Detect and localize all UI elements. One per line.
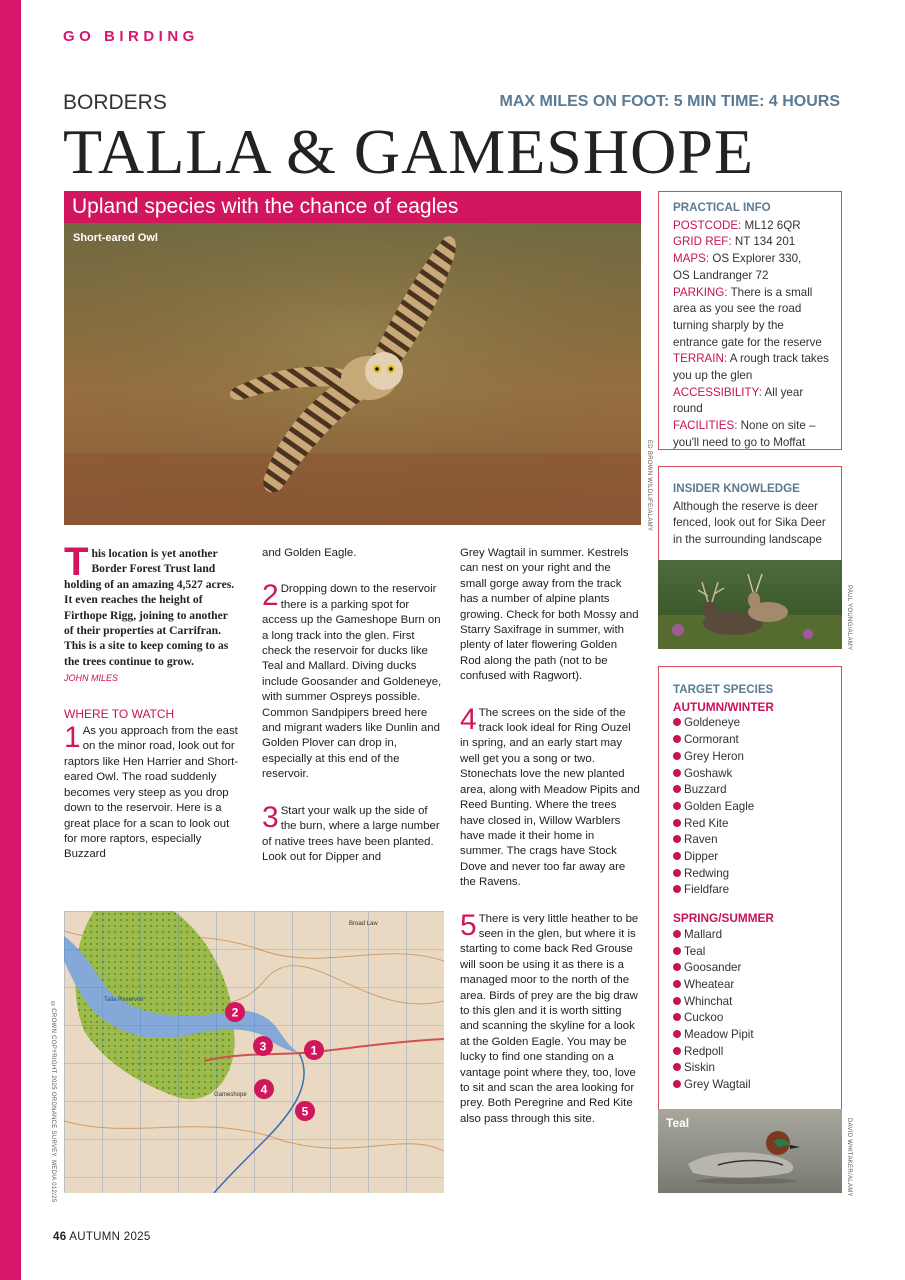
bullet-dot-icon bbox=[673, 1047, 681, 1055]
bullet-dot-icon bbox=[673, 819, 681, 827]
bullet-dot-icon bbox=[673, 1030, 681, 1038]
section-number: 4 bbox=[460, 702, 477, 736]
bullet-dot-icon bbox=[673, 930, 681, 938]
section-number: 2 bbox=[262, 579, 279, 613]
section-number: 1 bbox=[64, 721, 81, 755]
species-item: Siskin bbox=[673, 1060, 831, 1077]
species-item: Buzzard bbox=[673, 782, 831, 799]
bullet-dot-icon bbox=[673, 752, 681, 760]
page-title: TALLA & GAMESHOPE bbox=[63, 116, 754, 187]
spring-species-list bbox=[673, 927, 831, 1094]
map-label: Gameshope bbox=[214, 1092, 247, 1098]
os-map-graphic bbox=[64, 911, 444, 1193]
map-marker bbox=[254, 1079, 274, 1099]
bullet-dot-icon bbox=[673, 769, 681, 777]
region-label: BORDERS bbox=[63, 91, 167, 114]
bullet-dot-icon bbox=[673, 802, 681, 810]
practical-info-heading: PRACTICAL INFO bbox=[673, 201, 771, 214]
magenta-edge-bar bbox=[0, 0, 21, 1280]
map-label: Broad Law bbox=[349, 921, 378, 927]
bullet-dot-icon bbox=[673, 1013, 681, 1021]
autumn-species-list bbox=[673, 715, 831, 899]
bullet-dot-icon bbox=[673, 735, 681, 743]
sika-deer-photo bbox=[658, 560, 842, 649]
article-intro: This location is yet another Border Forest Trust land holding of an amazing 4,527 acres. It even reaches the height of Firthope Rigg, joining to another of their properties at Carrifran. This is a site to keep coming to as the trees continue to grow. bbox=[64, 540, 235, 668]
insider-knowledge-box bbox=[658, 466, 842, 561]
teal-photo-credit: DAVID WHITAKER/ALAMY bbox=[846, 1118, 852, 1197]
facilities-line: FACILITIES: None on site – you'll need to go to Moffat bbox=[673, 419, 816, 449]
species-item: Dipper bbox=[673, 849, 831, 866]
autumn-winter-heading: AUTUMN/WINTER bbox=[673, 699, 774, 714]
accessibility-line: ACCESSIBILITY: All year round bbox=[673, 385, 804, 416]
teal-caption: Teal bbox=[666, 1116, 690, 1130]
species-item: Meadow Pipit bbox=[673, 1027, 831, 1044]
teal-photo bbox=[658, 1109, 842, 1193]
section-kicker: GO BIRDING bbox=[63, 28, 199, 45]
species-item: Cuckoo bbox=[673, 1010, 831, 1027]
species-item: Grey Heron bbox=[673, 749, 831, 766]
species-item: Goshawk bbox=[673, 766, 831, 783]
maps-line: MAPS: OS Explorer 330, OS Landranger 72 bbox=[673, 252, 802, 282]
bullet-dot-icon bbox=[673, 852, 681, 860]
svg-text:1: 1 bbox=[310, 1043, 318, 1058]
species-item: Grey Wagtail bbox=[673, 1077, 831, 1094]
species-item: Red Kite bbox=[673, 816, 831, 833]
species-item: Raven bbox=[673, 832, 831, 849]
bullet-dot-icon bbox=[673, 869, 681, 877]
species-item: Whinchat bbox=[673, 994, 831, 1011]
species-item: Cormorant bbox=[673, 732, 831, 749]
map-marker bbox=[295, 1101, 315, 1121]
species-item: Mallard bbox=[673, 927, 831, 944]
intro-dropcap: T bbox=[64, 540, 89, 584]
page-folio: 46 AUTUMN 2025 bbox=[53, 1231, 151, 1243]
section-5: 5 There is very little heather to be seen in the glen, but where it is starting to come back Red Grouse will soon be using it as there is a managed moor to the north of the area. Birds of prey are the big draw to this glen and it is worth sitting and scanning the skyline for a look at the Golden Eagle. You may be lucky to find one standing on a vantage point where they, too, love to sit and scan the area looking for prey. Both Peregrine and Red Kite also pass through this site. bbox=[460, 908, 639, 1125]
site-map bbox=[64, 911, 444, 1193]
map-label: Talla Reservoir bbox=[104, 997, 144, 1003]
owl-illustration bbox=[64, 223, 641, 525]
subtitle-bar: Upland species with the chance of eagles bbox=[64, 191, 641, 223]
species-item: Redwing bbox=[673, 866, 831, 883]
bullet-dot-icon bbox=[673, 1063, 681, 1071]
parking-line: PARKING: There is a small area as you see the road turning sharply by the entrance gate for the reserve bbox=[673, 285, 822, 349]
deer-illustration bbox=[658, 560, 842, 649]
section-2: 2 Dropping down to the reservoir there is a parking spot for access up the Gameshope Burn on a long track into the glen. First check the reservoir for ducks like Teal and Mallard. Diving ducks include Goosander and Goldeneye, with summer Ospreys possible. Common Sandpipers breed here and migrant waders like Dunlin and Golden Plover can drop in, especially at this end of the reservoir. bbox=[262, 579, 442, 781]
where-to-watch-heading: WHERE TO WATCH bbox=[64, 706, 175, 721]
terrain-line: TERRAIN: A rough track takes you up the glen bbox=[673, 352, 829, 383]
map-marker bbox=[225, 1002, 245, 1022]
svg-text:3: 3 bbox=[259, 1039, 267, 1054]
article-column-1 bbox=[64, 540, 240, 863]
spring-summer-heading: SPRING/SUMMER bbox=[673, 911, 774, 926]
max-miles-info: MAX MILES ON FOOT: 5 MIN TIME: 4 HOURS bbox=[499, 93, 840, 110]
bullet-dot-icon bbox=[673, 835, 681, 843]
section-3: 3 Start your walk up the side of the burn, where a large number of native trees have been planted. Look out for Dipper and bbox=[262, 800, 440, 863]
insider-heading: INSIDER KNOWLEDGE bbox=[673, 482, 800, 495]
bullet-dot-icon bbox=[673, 1080, 681, 1088]
species-item: Fieldfare bbox=[673, 882, 831, 899]
target-species-box bbox=[658, 666, 842, 1109]
postcode-line: POSTCODE: ML12 6QR bbox=[673, 218, 801, 232]
bullet-dot-icon bbox=[673, 997, 681, 1005]
hero-photo-short-eared-owl bbox=[64, 223, 641, 525]
svg-text:2: 2 bbox=[231, 1005, 239, 1020]
bullet-dot-icon bbox=[673, 718, 681, 726]
practical-info-box bbox=[658, 191, 842, 450]
bullet-dot-icon bbox=[673, 963, 681, 971]
bullet-dot-icon bbox=[673, 785, 681, 793]
section-4: 4 The screes on the side of the track look ideal for Ring Ouzel in spring, and an early start may well get you a song or two. Stonechats love the new planted area, along with Meadow Pipits and Reed Bunting. Where the trees have closed in, Willow Warblers have made it their home in summer. The crags have Stock Dove and never too far away are the Ravens. bbox=[460, 702, 640, 889]
map-credit: ©CROWN COPYRIGHT 2025 ORDNANCE SURVEY. MEDIA 012/25 bbox=[50, 1002, 56, 1203]
hero-caption: Short-eared Owl bbox=[73, 232, 158, 244]
article-column-3 bbox=[460, 546, 640, 1127]
svg-text:5: 5 bbox=[301, 1104, 309, 1119]
map-marker bbox=[253, 1036, 273, 1056]
author-byline: JOHN MILES bbox=[64, 673, 119, 684]
section-number: 5 bbox=[460, 908, 477, 942]
section-number: 3 bbox=[262, 800, 279, 834]
section-1: 1 As you approach from the east on the minor road, look out for raptors like Hen Harrier and Short-eared Owl. The road suddenly becomes very steep as you drop down to the reservoir. Here is a great place for a scan to look out for more raptors, especially Buzzard bbox=[64, 721, 239, 861]
target-heading: TARGET SPECIES bbox=[673, 683, 774, 696]
species-item: Teal bbox=[673, 944, 831, 961]
hero-photo-credit: ED BROWN WILDLIFE/ALAMY bbox=[646, 440, 652, 532]
article-column-2 bbox=[262, 546, 442, 865]
bullet-dot-icon bbox=[673, 980, 681, 988]
section-3-continued: Grey Wagtail in summer. Kestrels can nest on your right and the small gorge away from the track has a number of alpine plants growing. Check for both Mossy and Starry Saxifrage in summer, with plenty of later flowering Golden Rod along the path (not to be confused with Ragwort). bbox=[460, 547, 639, 683]
species-item: Redpoll bbox=[673, 1044, 831, 1061]
section-1-continued: and Golden Eagle. bbox=[262, 547, 357, 559]
bullet-dot-icon bbox=[673, 947, 681, 955]
gridref-line: GRID REF: NT 134 201 bbox=[673, 235, 796, 249]
bullet-dot-icon bbox=[673, 885, 681, 893]
map-marker bbox=[304, 1040, 324, 1060]
species-item: Golden Eagle bbox=[673, 799, 831, 816]
svg-text:4: 4 bbox=[260, 1082, 268, 1097]
species-item: Wheatear bbox=[673, 977, 831, 994]
species-item: Goldeneye bbox=[673, 715, 831, 732]
deer-photo-credit: PAUL YOUNG/ALAMY bbox=[846, 585, 852, 651]
insider-text: Although the reserve is deer fenced, look out for Sika Deer in the surrounding landscape bbox=[673, 499, 826, 547]
species-item: Goosander bbox=[673, 960, 831, 977]
